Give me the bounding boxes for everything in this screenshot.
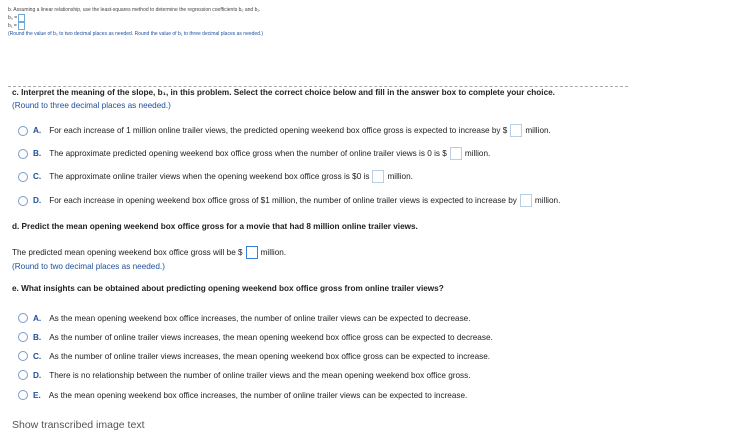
part-e-option-d[interactable] — [18, 370, 471, 380]
b1-label: b₁ = — [8, 23, 17, 29]
b1-row — [8, 22, 263, 30]
answer-input[interactable] — [520, 194, 532, 207]
part-b-note: (Round the value of b₀ to two decimal places as needed. Round the value of b₁ to three decimal places as needed.) — [8, 31, 264, 37]
part-b-header: b. Assuming a linear relationship, use the least-squares method to determine the regression coefficients b₀ and b₁. — [8, 7, 261, 13]
part-c-option-b[interactable] — [18, 147, 490, 160]
show-transcribed-link[interactable]: Show transcribed image text — [12, 419, 145, 431]
option-text: The approximate online trailer views when the opening weekend box office gross is $0 is — [49, 172, 370, 181]
b0-input[interactable] — [18, 14, 25, 22]
b1-input[interactable] — [18, 22, 25, 30]
option-unit: million. — [387, 172, 413, 181]
part-d-answer-text: The predicted mean opening weekend box office gross will be $ — [12, 248, 243, 257]
separator — [8, 86, 628, 87]
part-e-option-a[interactable] — [18, 313, 471, 323]
option-letter: C. — [33, 172, 42, 181]
option-letter: D. — [33, 370, 42, 380]
part-c-round-note: (Round to three decimal places as needed.) — [12, 101, 171, 110]
option-unit: million. — [534, 196, 561, 205]
option-letter: A. — [33, 313, 42, 323]
part-d-question: d. Predict the mean opening weekend box office gross for a movie that had 8 million online trailer views. — [12, 222, 418, 231]
answer-input[interactable] — [372, 170, 384, 183]
part-e-option-b[interactable] — [18, 332, 493, 342]
option-letter: B. — [33, 332, 42, 342]
option-text: As the number of online trailer views increases, the mean opening weekend box office gross can be expected to decrease. — [49, 332, 493, 342]
radio-button[interactable] — [18, 172, 28, 182]
radio-button[interactable] — [18, 332, 28, 342]
option-text: There is no relationship between the number of online trailer views and the mean opening weekend box office gross. — [49, 370, 471, 380]
option-letter: B. — [33, 149, 42, 158]
part-c-option-a[interactable] — [18, 124, 551, 137]
part-c-question: c. Interpret the meaning of the slope, b₁, in this problem. Select the correct choice below and fill in the answer box to complete your choice. — [12, 88, 555, 97]
answer-input[interactable] — [510, 124, 522, 137]
part-e-question: e. What insights can be obtained about predicting opening weekend box office gross from online trailer views? — [12, 284, 444, 293]
b0-row — [8, 14, 263, 22]
option-text: The approximate predicted opening weekend box office gross when the number of online trailer views is 0 is $ — [49, 149, 447, 158]
option-letter: C. — [33, 351, 42, 361]
part-e-option-e[interactable] — [18, 390, 467, 400]
option-letter: E. — [33, 390, 41, 400]
radio-button[interactable] — [18, 351, 28, 361]
predicted-gross-input[interactable] — [246, 246, 258, 259]
option-letter: D. — [33, 196, 42, 205]
radio-button[interactable] — [18, 196, 28, 206]
part-e-option-c[interactable] — [18, 351, 490, 361]
b0-label: b₀ = — [8, 15, 18, 21]
radio-button[interactable] — [18, 390, 28, 400]
option-letter: A. — [33, 126, 42, 135]
radio-button[interactable] — [18, 313, 28, 323]
radio-button[interactable] — [18, 126, 28, 136]
option-text: As the mean opening weekend box office increases, the number of online trailer views can be expected to increase. — [48, 390, 468, 400]
option-text: For each increase of 1 million online trailer views, the predicted opening weekend box office gross is expected to increase by $ — [49, 126, 508, 135]
part-d-answer-row — [12, 246, 286, 259]
radio-button[interactable] — [18, 370, 28, 380]
part-b-section — [8, 6, 263, 38]
part-c-option-c[interactable] — [18, 170, 413, 183]
part-d-round-note: (Round to two decimal places as needed.) — [12, 262, 165, 271]
part-c-option-d[interactable] — [18, 194, 560, 207]
radio-button[interactable] — [18, 149, 28, 159]
answer-input[interactable] — [450, 147, 462, 160]
option-text: As the mean opening weekend box office increases, the number of online trailer views can be expected to decrease. — [49, 313, 471, 323]
option-text: For each increase in opening weekend box office gross of $1 million, the number of online trailer views is expected to increase by — [49, 196, 517, 205]
option-unit: million. — [525, 126, 551, 135]
option-unit: million. — [464, 149, 491, 158]
part-d-answer-unit: million. — [260, 248, 287, 257]
option-text: As the number of online trailer views increases, the mean opening weekend box office gross can be expected to increase. — [49, 351, 491, 361]
